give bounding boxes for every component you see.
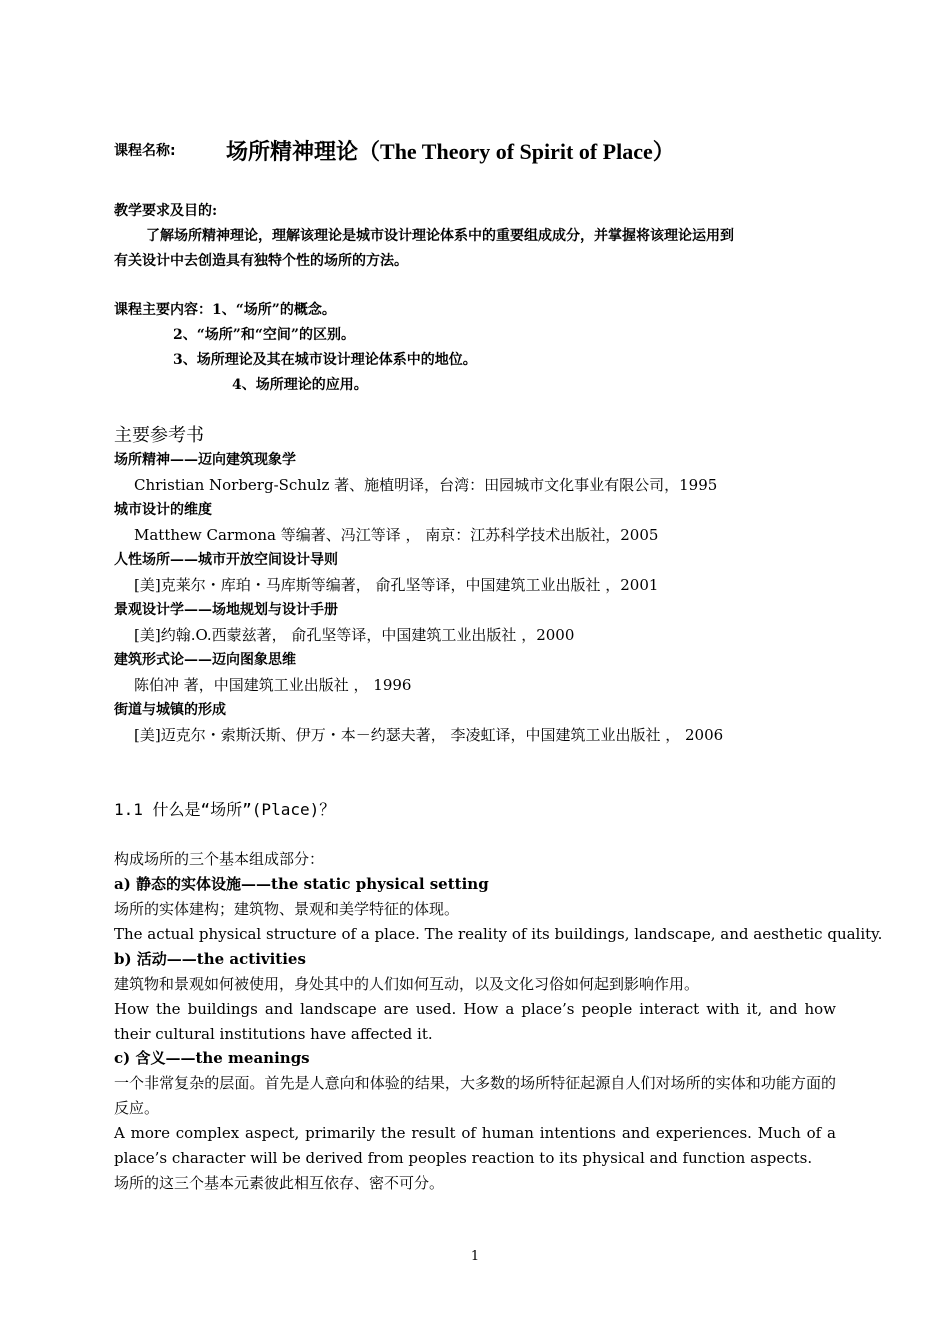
objectives-line-1: 了解场所精神理论，理解该理论是城市设计理论体系中的重要组成成分，并掌握将该理论运用到: [146, 228, 734, 244]
contents-item-4: 4、场所理论的应用。: [232, 377, 368, 393]
component-b-title: b) 活动——the activities: [114, 950, 306, 968]
contents-heading: 课程主要内容：1、“场所”的概念。: [114, 302, 336, 318]
section-closing: 场所的这三个基本元素彼此相互依存、密不可分。: [114, 1174, 445, 1192]
section-title: 1.1 什么是“场所”(Place)？: [114, 800, 336, 819]
book-title: 场所精神——迈向建筑现象学: [114, 452, 296, 468]
references-heading: 主要参考书: [114, 425, 204, 446]
course-title: [226, 135, 675, 166]
component-a-en: The actual physical structure of a place. The reality of its buildings, landscape, and aesthetic quality.: [114, 925, 883, 943]
page-number: 1: [470, 1249, 480, 1264]
book-detail: [美]克莱尔・库珀・马库斯等编著， 俞孔坚等译，中国建筑工业出版社 ，2001: [134, 576, 659, 594]
contents-item-3: 3、场所理论及其在城市设计理论体系中的地位。: [173, 352, 477, 368]
section-intro: 构成场所的三个基本组成部分：: [114, 850, 325, 868]
book-detail: Matthew Carmona 等编著、冯江等译 ， 南京：江苏科学技术出版社，2005: [134, 526, 659, 544]
course-label: 课程名称:: [114, 143, 176, 159]
component-b-cn: 建筑物和景观如何被使用，身处其中的人们如何互动，以及文化习俗如何起到影响作用。: [114, 975, 700, 993]
objectives-line-2: 有关设计中去创造具有独特个性的场所的方法。: [114, 253, 408, 269]
book-title: 人性场所——城市开放空间设计导则: [114, 552, 338, 568]
book-detail: Christian Norberg-Schulz 著、施植明译，台湾：田园城市文化事业有限公司，1995: [134, 476, 718, 494]
book-title: 景观设计学——场地规划与设计手册: [114, 602, 338, 618]
book-detail: 陈伯冲 著，中国建筑工业出版社 ， 1996: [134, 676, 412, 694]
contents-item-2: 2、“场所”和“空间”的区别。: [173, 327, 355, 343]
component-c-cn: 一个非常复杂的层面。首先是人意向和体验的结果，大多数的场所特征起源自人们对场所的实体和功能方面的反应。: [114, 1074, 836, 1117]
book-detail: [美]迈克尔・索斯沃斯、伊万・本－约瑟夫著， 李凌虹译，中国建筑工业出版社 ， 2006: [134, 726, 724, 744]
objectives-heading: 教学要求及目的:: [114, 203, 218, 219]
book-title: 城市设计的维度: [114, 502, 212, 518]
component-c-en: A more complex aspect, primarily the result of human intentions and experiences. Much of a place’s character will be derived from peoples reaction to its physical and function aspects.: [114, 1124, 836, 1167]
course-title-en: （The Theory of Spirit of Place）: [358, 139, 675, 164]
book-detail: [美]约翰.O.西蒙兹著， 俞孔坚等译，中国建筑工业出版社 ，2000: [134, 626, 575, 644]
book-title: 建筑形式论——迈向图象思维: [114, 652, 296, 668]
component-c-title: c) 含义——the meanings: [114, 1049, 310, 1067]
book-title: 街道与城镇的形成: [114, 702, 226, 718]
component-b-en: How the buildings and landscape are used. How a place’s people interact with it, and how their cultural institutions have affected it.: [114, 1000, 836, 1043]
component-a-title: a) 静态的实体设施——the static physical setting: [114, 875, 489, 893]
component-a-cn: 场所的实体建构；建筑物、景观和美学特征的体现。: [114, 900, 460, 918]
course-title-cn: 场所精神理论: [226, 140, 359, 165]
